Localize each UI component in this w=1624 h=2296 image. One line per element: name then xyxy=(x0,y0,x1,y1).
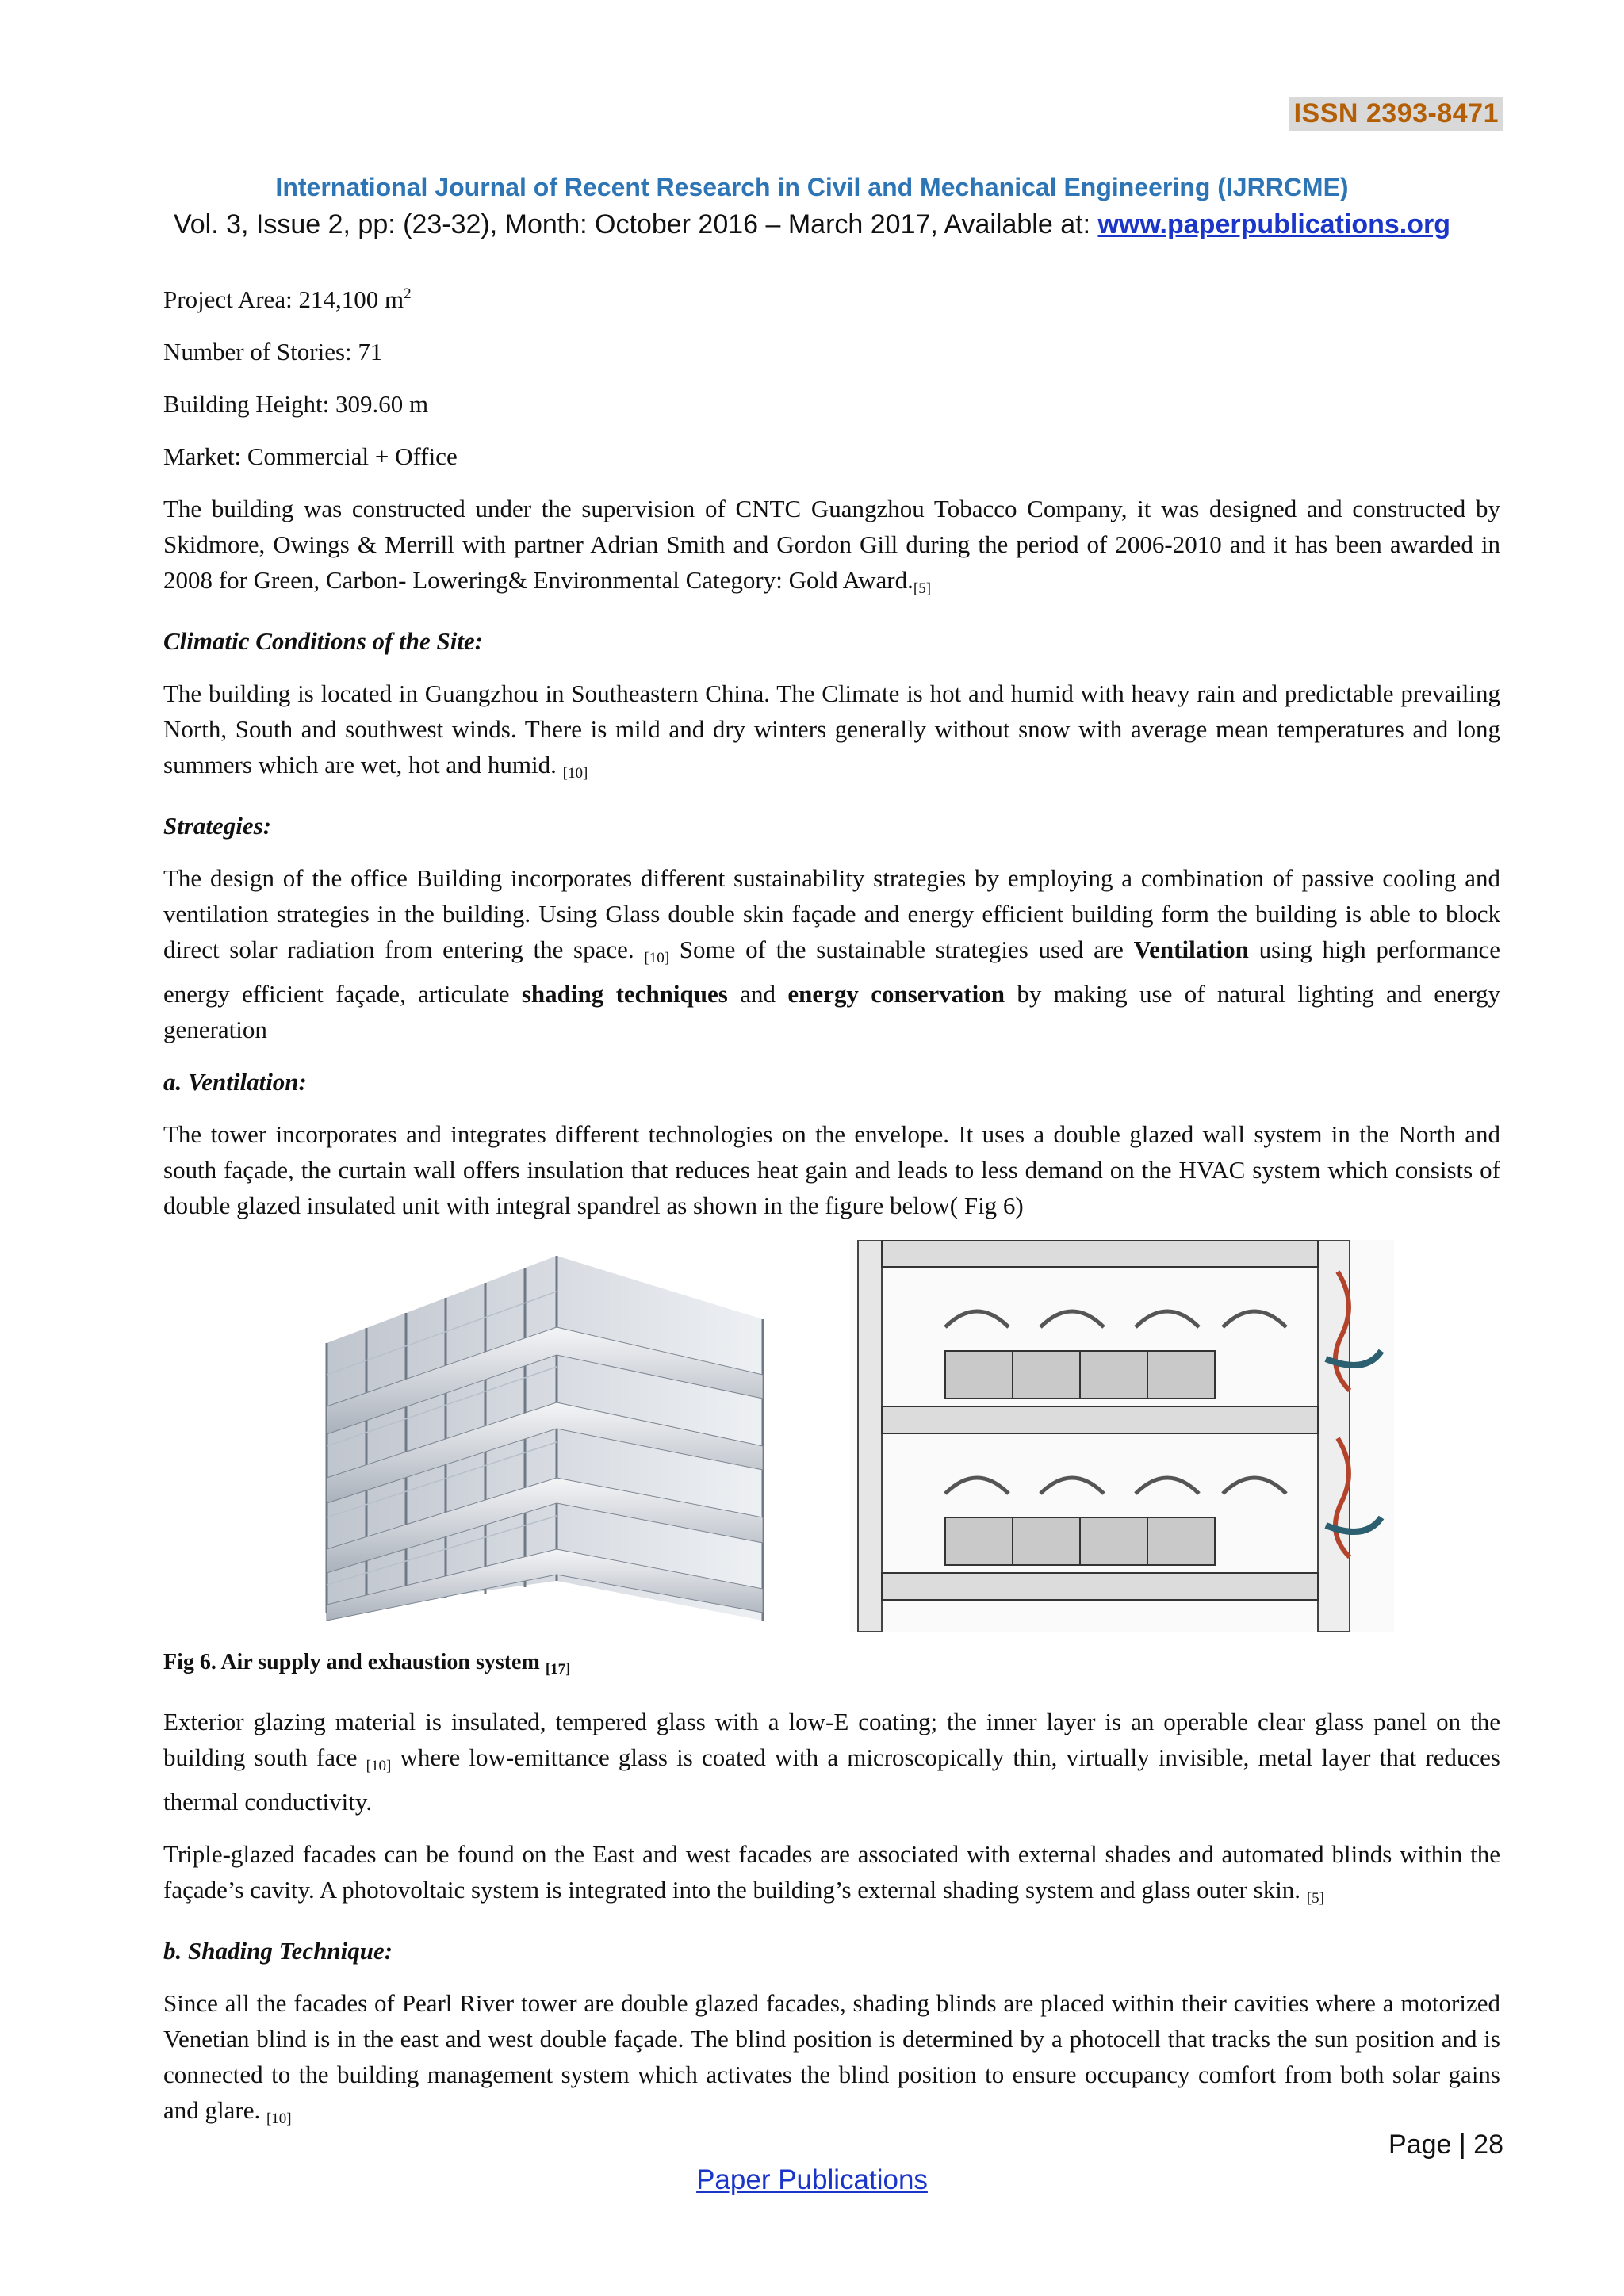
building-height: Building Height: 309.60 m xyxy=(163,390,429,418)
journal-info xyxy=(0,209,1624,240)
issn-badge: ISSN 2393-8471 xyxy=(1289,97,1503,131)
heading-strategies: Strategies: xyxy=(163,812,272,840)
paragraph-text: and xyxy=(727,980,788,1008)
page-content xyxy=(163,276,1500,2153)
citation: [10] xyxy=(266,2110,292,2127)
citation: [5] xyxy=(1306,1890,1324,1907)
caption-text: Fig 6. Air supply and exhaustion system xyxy=(163,1650,546,1674)
publisher-link[interactable]: Paper Publications xyxy=(696,2164,928,2195)
citation: [17] xyxy=(545,1661,571,1678)
heading-ventilation: a. Ventilation: xyxy=(163,1068,307,1096)
number-of-stories: Number of Stories: 71 xyxy=(163,338,383,365)
bold-term: energy conservation xyxy=(787,980,1005,1008)
footer xyxy=(0,2164,1624,2196)
paragraph-shading xyxy=(163,1985,1500,2137)
heading-shading: b. Shading Technique: xyxy=(163,1937,393,1965)
paragraph-climate xyxy=(163,675,1500,791)
superscript: 2 xyxy=(404,285,412,302)
bold-term: Ventilation xyxy=(1133,936,1249,963)
paragraph-text: using high performance energy efficient façade, articulate xyxy=(163,936,1500,1008)
project-area xyxy=(163,276,1500,317)
paragraph-text: The building is located in Guangzhou in Southeastern China. The Climate is hot and humid with heavy rain and predictable prevailing North, South and southwest winds. There is mild and dry winters generally without snow with average mean temperatures and long summers which are wet, hot and humid. xyxy=(163,679,1500,779)
heading-climate: Climatic Conditions of the Site: xyxy=(163,627,484,655)
citation: [10] xyxy=(562,765,588,782)
paragraph-construction xyxy=(163,491,1500,607)
paragraph-text: Since all the facades of Pearl River tower are double glazed facades, shading blinds are placed within their cavities where a motorized Venetian blind is in the east and west double façade. The blind position is determined by a photocell that tracks the sun position and is connected to the building management system which activates the blind position to ensure occupancy comfort from both solar gains and glare. xyxy=(163,1989,1500,2124)
citation: [5] xyxy=(913,580,932,597)
paragraph-ventilation: The tower incorporates and integrates different technologies on the envelope. It uses a double glazed wall system in the North and south façade, the curtain wall offers insulation that reduces heat gain and leads to less demand on the HVAC system which consists of double glazed insulated unit with integral spandrel as shown in the figure below( Fig 6) xyxy=(163,1120,1500,1219)
paragraph-triple-glazed xyxy=(163,1836,1500,1916)
page-number: Page | 28 xyxy=(1388,2130,1503,2160)
paragraph-text: Triple-glazed facades can be found on the East and west facades are associated with external shades and automated blinds within the façade’s cavity. A photovoltaic system is integrated into the building’s external shading system and glass outer skin. xyxy=(163,1840,1500,1904)
bold-term: shading techniques xyxy=(521,980,728,1008)
figure-caption xyxy=(163,1644,1500,1687)
facade-3d-image xyxy=(319,1248,801,1633)
project-area-text: Project Area: 214,100 m xyxy=(163,285,404,313)
paragraph-text: The building was constructed under the supervision of CNTC Guangzhou Tobacco Company, it was designed and constructed by Skidmore, Owings & Merrill with partner Adrian Smith and Gordon Gill during the period of 2006-2010 and it has been awarded in 2008 for Green, Carbon- Lowering& Environmental Category: Gold Award. xyxy=(163,495,1500,594)
paragraph-text: Some of the sustainable strategies used are xyxy=(669,936,1134,963)
air-supply-section-diagram xyxy=(850,1240,1394,1632)
paragraph-text: The design of the office Building incorporates different sustainability strategies by employing a combination of passive cooling and ventilation strategies in the building. Using Glass double skin façade and energy efficient building form the building is able to block direct solar radiation from entering the space. xyxy=(163,864,1500,963)
citation: [10] xyxy=(644,950,670,966)
paragraph-text: Exterior glazing material is insulated, tempered glass with a low-E coating; the inner layer is an operable clear glass panel on the building south face xyxy=(163,1708,1500,1771)
journal-title: International Journal of Recent Research in Civil and Mechanical Engineering (IJRRCME) xyxy=(275,173,1349,201)
paragraph-strategies xyxy=(163,860,1500,1047)
journal-volume-text: Vol. 3, Issue 2, pp: (23-32), Month: October 2016 – March 2017, Available at: xyxy=(173,209,1098,239)
paragraph-glazing xyxy=(163,1704,1500,1820)
journal-url-link[interactable]: www.paperpublications.org xyxy=(1097,209,1451,239)
market: Market: Commercial + Office xyxy=(163,442,458,470)
figure-6 xyxy=(163,1240,1500,1636)
paragraph-text: where low-emittance glass is coated with a microscopically thin, virtually invisible, metal layer that reduces thermal conductivity. xyxy=(163,1743,1500,1816)
citation: [10] xyxy=(366,1758,392,1774)
paragraph-text: by making use of natural lighting and energy generation xyxy=(163,980,1501,1043)
